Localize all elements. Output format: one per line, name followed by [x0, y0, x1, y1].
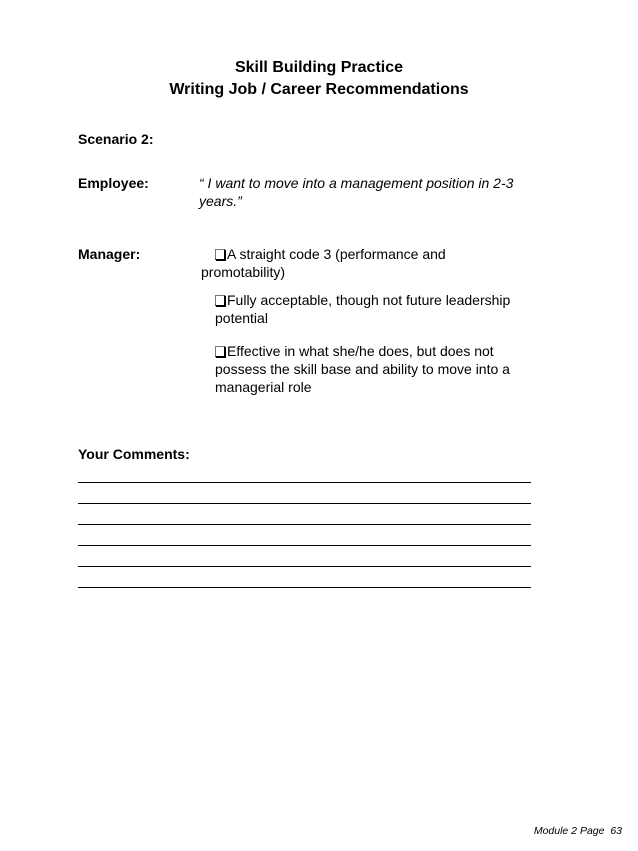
page-footer	[534, 824, 622, 838]
page-subtitle: Writing Job / Career Recommendations	[169, 81, 469, 98]
option-1-line-2: promotability)	[201, 264, 286, 280]
comment-line[interactable]	[78, 566, 531, 567]
option-1-line-1: A straight code 3 (performance and	[227, 246, 446, 262]
comment-line[interactable]	[78, 545, 531, 546]
comments-label: Your Comments:	[78, 446, 190, 462]
checkbox-icon	[215, 295, 225, 306]
option-3-line-2: possess the skill base and ability to move into a	[215, 361, 510, 377]
option-2-line-2: potential	[215, 310, 268, 326]
comment-line[interactable]	[78, 587, 531, 588]
employee-quote-line-2: years.”	[199, 193, 242, 209]
page-title: Skill Building Practice	[234, 59, 404, 76]
footer-module: Module 2 Page	[533, 825, 605, 837]
employee-label: Employee:	[78, 175, 149, 191]
employee-quote-line-1: “ I want to move into a management position in 2-3	[199, 175, 514, 191]
comment-line[interactable]	[78, 503, 531, 504]
manager-label: Manager:	[78, 246, 141, 262]
footer-page-number: 63	[610, 825, 622, 837]
option-3-line-3: managerial role	[215, 379, 312, 395]
checkbox-icon	[215, 346, 225, 357]
checkbox-icon	[215, 249, 225, 260]
option-3-line-1: Effective in what she/he does, but does not	[227, 343, 494, 359]
scenario-label: Scenario 2:	[78, 131, 154, 147]
option-2-line-1: Fully acceptable, though not future leadership	[227, 292, 511, 308]
comment-line[interactable]	[78, 524, 531, 525]
comment-line[interactable]	[78, 482, 531, 483]
